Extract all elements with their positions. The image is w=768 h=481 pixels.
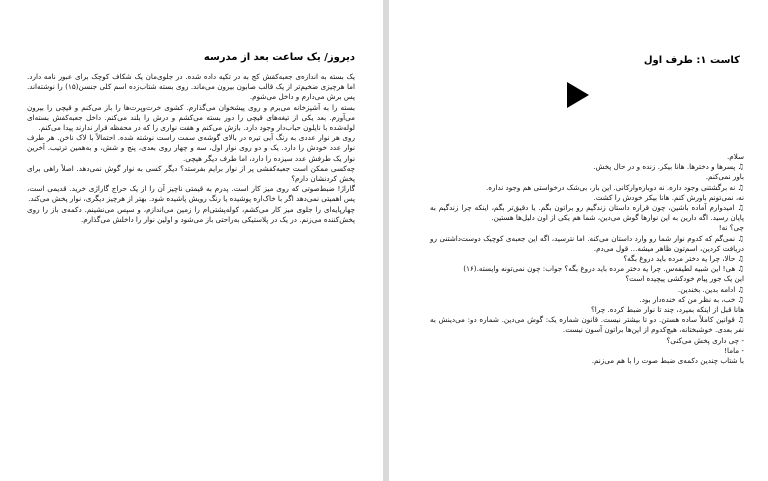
paragraph: ♫ نمی‌گم که کدوم نوار شما رو وارد داستان می‌کنه. اما نترسید، اگه این جعبه‌ی کوچیک دوست‌داشتنی رو دریافت کردین، اسم‌تون ظاهر میشه... قول می‌دم. (430, 233, 744, 253)
paragraph: گاراژ! ضبط‌صوتی که روی میز کار است. پدرم به قیمتی ناچیز آن را از یک حراج گاراژی خرید. قدیمی است، پس اهمیتی نمی‌دهد اگر با خاک‌اره پوشیده یا رنگ رویش پاشیده شود. بهتر از هرچیز دیگری، نوار پخش می‌کند. (27, 184, 355, 204)
paragraph: باور نمی‌کنم. (705, 172, 744, 182)
paragraph: ♫ حالا، چرا یه دختر مرده باید دروغ بگه؟ (623, 254, 744, 264)
paragraph: ♫ ادامه بدین. بخندین. (677, 284, 744, 294)
right-page-body (430, 152, 744, 366)
paragraph: چی؟ نه! (718, 223, 744, 233)
paragraph: چهارپایه‌ای را جلوی میز کار می‌کشم، کوله‌پشتی‌ام را زمین می‌اندازم، و سپس می‌نشینم. دکمه‌ی باز را روی پخش‌کننده می‌زنم. در یک در پلاستیکی به‌راحتی باز می‌شود و اولین نوار را داخلش می‌گذارم. (27, 204, 355, 224)
paragraph: نه، نمی‌تونم باورش کنم. هانا بیکر خودش را کشت. (593, 192, 744, 202)
paragraph: یک بسته به اندازه‌ی جعبه‌کفش کج به در تکیه داده شده. در جلوی‌مان یک شکاف کوچک برای عبور نامه دارد. اما هرچیزی ضخیم‌تر از یک قالب صابون بیرون می‌ماند. روی بسته شتاب‌زده اسم کلی جنسن(۱۵) را نوشته‌اند. پس برش می‌دارم و داخل می‌شوم. (27, 72, 355, 102)
right-page (389, 0, 768, 481)
play-icon (567, 82, 589, 108)
paragraph: - چی داری پخش می‌کنی؟ (666, 335, 744, 345)
paragraph: این یک جور پیام خودکشی پیچیده است؟ (625, 274, 744, 284)
paragraph: ♫ خب، به نظر من که خنده‌دار بود. (639, 294, 744, 304)
paragraph: هانا قبل از اینکه بمیرد، چند تا نوار ضبط کرده. چرا؟ (590, 305, 744, 315)
paragraph: سلام. (726, 152, 744, 161)
paragraph: روی هر نوار عددی به رنگ آبی تیره در بالای گوشه‌ی سمت راست نوشته شده. احتمالاً با لاک ناخن. هر طرف نوار عدد خودش را دارد. یک و دو روی نوار اول، سه و چهار روی بعدی، پنج و شش، و به‌همین ترتیب. آخرین نوار یک طرفش عدد سیزده را دارد، اما طرف دیگر هیچی. (27, 133, 355, 163)
paragraph: چه‌کسی ممکن است جعبه‌کفشی پر از نوار برایم بفرستد؟ دیگر کسی به نوار گوش نمی‌دهد. اصلاً راهی برای پخش کردنشان دارم؟ (27, 163, 355, 184)
left-page (0, 0, 383, 481)
paragraph: ♫ امیدوارم آماده باشین، چون قراره داستان زندگیم رو براتون بگم. یا دقیق‌تر بگم، اینکه چرا زندگیم به پایان رسید. اگه دارین به این نوارها گوش می‌دین، شما هم یکی از اون دلیل‌ها هستین. (430, 203, 744, 223)
paragraph: - ماما! (724, 345, 744, 355)
paragraph: ♫ قوانین کاملاً ساده هستن. دو تا بیشتر نیست. قانون شماره یک: گوش می‌دین. شماره دو: می‌دینش به نفر بعدی. خوشبختانه، هیچ‌کدوم از این‌ها براتون آسون نیست. (430, 315, 744, 335)
chapter-title: دیروز/ یک ساعت بعد از مدرسه (203, 52, 355, 63)
paragraph: با شتاب چندین دکمه‌ی ضبط صوت را با هم می‌زنم. (591, 356, 744, 366)
paragraph: ♫ پسرها و دخترها. هانا بیکر. زنده و در حال پخش. (593, 162, 744, 172)
paragraph: بسته را به آشپزخانه می‌برم و روی پیشخوان می‌گذارم. کشوی خرت‌وپرت‌ها را باز می‌کنم و قیچی را بیرون می‌آورم. بعد یکی از تیغه‌های قیچی را دور بسته می‌کشم و درش را بلند می‌کنم. داخل جعبه‌کفش بسته‌ای لوله‌شده با نایلون حباب‌دار وجود دارد. بازش می‌کنم و هفت نواری را که در محفظه قرار ندارند پیدا می‌کنم. (27, 102, 355, 133)
paragraph: ♫ هی! این شبیه لطیفه‌س. چرا یه دختر مرده باید دروغ بگه؟ جواب: چون نمی‌تونه وایسته.(۱۶) (463, 264, 744, 274)
cassette-title: کاست ۱: طرف اول (643, 55, 740, 66)
paragraph: ♫ نه برگشتنی وجود داره. نه دوباره‌وارکانی. این بار، بی‌شک درخواستی هم وجود نداره. (485, 182, 744, 192)
left-page-body (27, 72, 355, 225)
